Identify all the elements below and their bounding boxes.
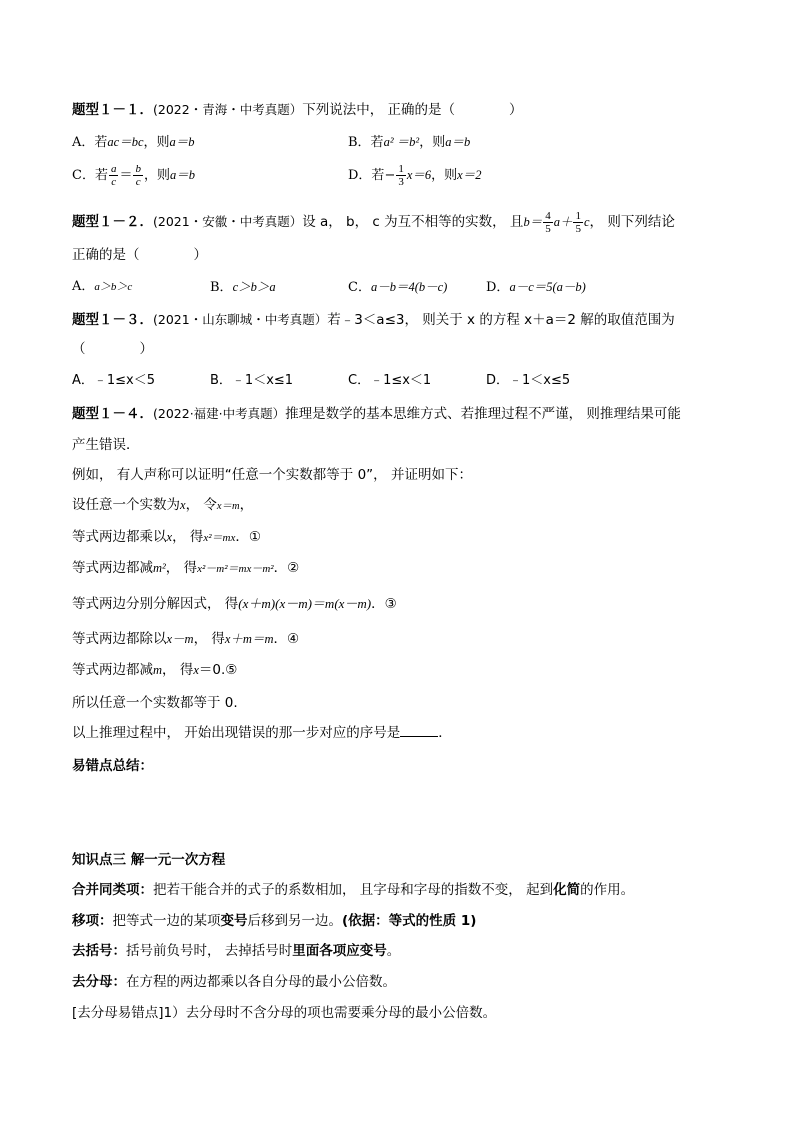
q1-d-expr2: x＝2 xyxy=(457,168,482,182)
q4-label: 题型１－４． xyxy=(72,406,153,422)
q1-c-frac1 xyxy=(109,163,119,188)
q4-l4-b: ， 得 xyxy=(165,560,198,576)
q4-l5-e: (x＋m)(x－m)＝m(x－m) xyxy=(238,596,372,611)
q1-option-c xyxy=(72,163,195,188)
q1-a-prefix: A．若 xyxy=(72,135,108,150)
q4-l7-e: x xyxy=(193,663,199,677)
q2-frac2 xyxy=(573,210,583,235)
q4-l6-e2: x＋m＝m xyxy=(224,632,274,646)
q3-option-a: A．﹣1≤x＜5 xyxy=(72,373,156,388)
q4-l2-x: x xyxy=(180,498,186,512)
kp-r3-text: 括号前负号时， 去掉括号时 xyxy=(126,943,293,959)
q3-option-b: B．﹣1＜x≤1 xyxy=(210,373,294,388)
kp-r2-text2: 后移到另一边。 xyxy=(247,913,342,929)
q4-l2-b: ， 令 xyxy=(185,497,217,513)
q4-l5-c: ．③ xyxy=(371,596,397,612)
q2-option-d xyxy=(486,278,586,297)
q4-line3 xyxy=(72,528,261,547)
q2-expr-c: c xyxy=(583,215,590,229)
q1-option-b xyxy=(348,133,470,152)
kp-rule-3 xyxy=(72,942,400,960)
q1-d-prefix: D．若 xyxy=(348,168,385,183)
q2-d-expr: a－c＝5(a－b) xyxy=(509,280,586,294)
q1-b-mid: ，则 xyxy=(419,135,446,150)
q2-option-c xyxy=(348,278,447,297)
q4-l9-a: 以上推理过程中， 开始出现错误的那一步对应的序号是 xyxy=(72,725,401,741)
q1-a-expr2: a＝b xyxy=(169,135,195,149)
kp-rule-4 xyxy=(72,973,396,991)
q4-l3-e: x²＝mx xyxy=(203,532,236,544)
q1-option-a xyxy=(72,133,195,152)
q2-source: (2021・安徽・中考真题） xyxy=(153,214,303,229)
q4-l6-c: ．④ xyxy=(273,631,300,647)
kp-r3-head: 去括号： xyxy=(72,943,126,959)
q1-c-num2: b xyxy=(135,163,141,175)
q1-c-mid: ，则 xyxy=(143,168,170,183)
q3-label: 题型１－３． xyxy=(72,312,153,328)
q1-c-eq: ＝ xyxy=(119,168,133,183)
q2-f2-num: 1 xyxy=(575,210,581,222)
q1-b-prefix: B．若 xyxy=(348,135,384,150)
q2-b-expr: c＞b＞a xyxy=(232,280,276,294)
q1-label: 题型１－１． xyxy=(72,102,153,118)
q2-d-letter: D． xyxy=(486,280,510,295)
kp-r3-end: 。 xyxy=(386,943,401,959)
q2-stem-a: 设 a， b， c 为互不相等的实数， 且 xyxy=(302,214,524,230)
q4-line2 xyxy=(72,496,253,516)
q2-expr-mid: a＋ xyxy=(553,215,573,229)
q4-line9 xyxy=(72,724,452,742)
q3-option-c: C．﹣1≤x＜1 xyxy=(348,373,432,388)
q1-c-prefix: C．若 xyxy=(72,168,108,183)
q4-l2-e: x＝m xyxy=(216,501,240,512)
q2-frac1 xyxy=(543,210,553,235)
kp-r1-text: 把若干能合并的式子的系数相加， 且字母和字母的指数不变， 起到 xyxy=(153,882,554,898)
kp-r1-end: 的作用。 xyxy=(580,882,635,898)
q4-l3-b: ， 得 xyxy=(172,529,204,545)
q2-f1-num: 4 xyxy=(545,210,551,222)
q3-option-d: D．﹣1＜x≤5 xyxy=(486,373,571,388)
kp-r2-head: 移项： xyxy=(72,913,113,929)
q1-c-num1: a xyxy=(110,163,117,175)
q1-a-mid: ，则 xyxy=(143,135,170,150)
q4-l6-e1: x－m xyxy=(166,632,194,646)
q4-l2-c: ， xyxy=(239,497,254,513)
q4-line1: 例如， 有人声称可以证明“任意一个实数都等于 0”， 并证明如下： xyxy=(72,467,472,483)
q2-stem-b: ， 则下列结论 xyxy=(589,214,675,230)
q4-l3-c: ．① xyxy=(235,529,261,545)
q4-line6 xyxy=(72,630,299,648)
q4-line8: 所以任意一个实数都等于 0. xyxy=(72,695,238,711)
q4-line5 xyxy=(72,595,397,613)
kp-title: 知识点三 解一元一次方程 xyxy=(72,852,226,868)
q1-d-expr1: x＝6 xyxy=(406,168,432,182)
q1-b-expr1: a² ＝b² xyxy=(383,135,420,149)
q1-d-neg: − xyxy=(384,168,396,183)
kp-rule-5: [去分母易错点]1）去分母时不含分母的项也需要乘分母的最小公倍数。 xyxy=(72,1005,497,1021)
q2-c-letter: C． xyxy=(348,280,371,295)
q2-a-expr: a＞b＞c xyxy=(94,281,133,293)
q4-stem-a: 推理是数学的基本思维方式、若推理过程不严谨， 则推理结果可能 xyxy=(285,406,681,422)
q2-a-letter: A． xyxy=(72,279,95,294)
q4-l6-b: ， 得 xyxy=(193,631,225,647)
q4-l3-x: x xyxy=(166,530,173,544)
q4-l7-c: ＝0.⑤ xyxy=(198,662,238,678)
q1-d-frac xyxy=(396,163,406,188)
q4-line4 xyxy=(72,559,299,578)
q4-l4-c: ．② xyxy=(273,560,300,576)
kp-r1-head: 合并同类项： xyxy=(72,882,153,898)
q1-source: (2022・青海・中考真题） xyxy=(153,102,303,117)
q1-option-d xyxy=(348,163,481,188)
q4-stem-b: 产生错误． xyxy=(72,437,140,453)
q4-line7 xyxy=(72,661,237,679)
kp-rule-2 xyxy=(72,912,476,930)
q4-l7-m: m xyxy=(153,663,163,677)
kp-r4-text: 在方程的两边都乘以各自分母的最小公倍数。 xyxy=(126,974,396,990)
q2-f2-den: 5 xyxy=(575,223,581,235)
q2-b-letter: B． xyxy=(210,280,233,295)
q4-l4-e: x²－m²＝mx－m² xyxy=(197,563,274,575)
q4-l7-b: ， 得 xyxy=(162,662,194,678)
q3-stem-line xyxy=(72,311,675,329)
q1-c-expr2: a＝b xyxy=(169,168,195,182)
q1-d-num: 1 xyxy=(398,163,404,175)
q4-l4-m: m² xyxy=(153,561,166,575)
q1-stem-line xyxy=(72,101,523,119)
q1-c-frac2 xyxy=(133,163,143,188)
q4-l5-a: 等式两边分别分解因式， 得 xyxy=(72,596,239,612)
q2-expr-b: b＝ xyxy=(523,215,543,229)
q2-stem-line xyxy=(72,210,675,235)
kp-rule-1 xyxy=(72,881,634,899)
q1-c-den1: c xyxy=(111,176,117,188)
q2-label: 题型１－２． xyxy=(72,214,153,230)
q4-l6-a: 等式两边都除以 xyxy=(72,631,167,647)
kp-r3-bold: 里面各项应变号 xyxy=(292,943,387,959)
error-summary-label: 易错点总结： xyxy=(72,758,153,774)
q1-a-expr1: ac＝bc xyxy=(107,135,144,149)
q4-l7-a: 等式两边都减 xyxy=(72,662,153,678)
answer-blank xyxy=(400,724,438,737)
q2-f1-den: 5 xyxy=(545,223,551,235)
kp-r2-text: 把等式一边的某项 xyxy=(112,913,221,929)
q2-stem-c: 正确的是（ ） xyxy=(72,247,207,263)
q1-c-den2: c xyxy=(135,176,141,188)
q4-l2-a: 设任意一个实数为 xyxy=(72,497,180,513)
q3-stem: 若﹣3＜a≤3， 则关于 x 的方程 x＋a＝2 解的取值范围为 xyxy=(327,312,675,328)
kp-r4-head: 去分母： xyxy=(72,974,126,990)
q3-paren: （ ） xyxy=(72,341,153,357)
q4-l9-c: ． xyxy=(438,725,452,741)
q1-b-expr2: a＝b xyxy=(445,135,471,149)
kp-r2-bold: 变号 xyxy=(220,913,248,929)
q2-c-expr: a－b＝4(b－c) xyxy=(370,280,448,294)
q4-l3-a: 等式两边都乘以 xyxy=(72,529,167,545)
q1-d-den: 3 xyxy=(398,176,404,188)
q3-source: (2021・山东聊城・中考真题） xyxy=(153,312,328,327)
q4-source: (2022·福建·中考真题） xyxy=(153,406,286,421)
q1-d-mid: ，则 xyxy=(431,168,458,183)
q2-option-b xyxy=(210,278,276,297)
q2-option-a xyxy=(72,278,132,296)
kp-r1-bold: 化简 xyxy=(553,882,581,898)
q4-l4-a: 等式两边都减 xyxy=(72,560,153,576)
kp-r2-bold2: (依据：等式的性质 1) xyxy=(342,913,477,929)
q1-stem: 下列说法中， 正确的是（ ） xyxy=(302,102,523,118)
q4-stem-line xyxy=(72,405,681,423)
